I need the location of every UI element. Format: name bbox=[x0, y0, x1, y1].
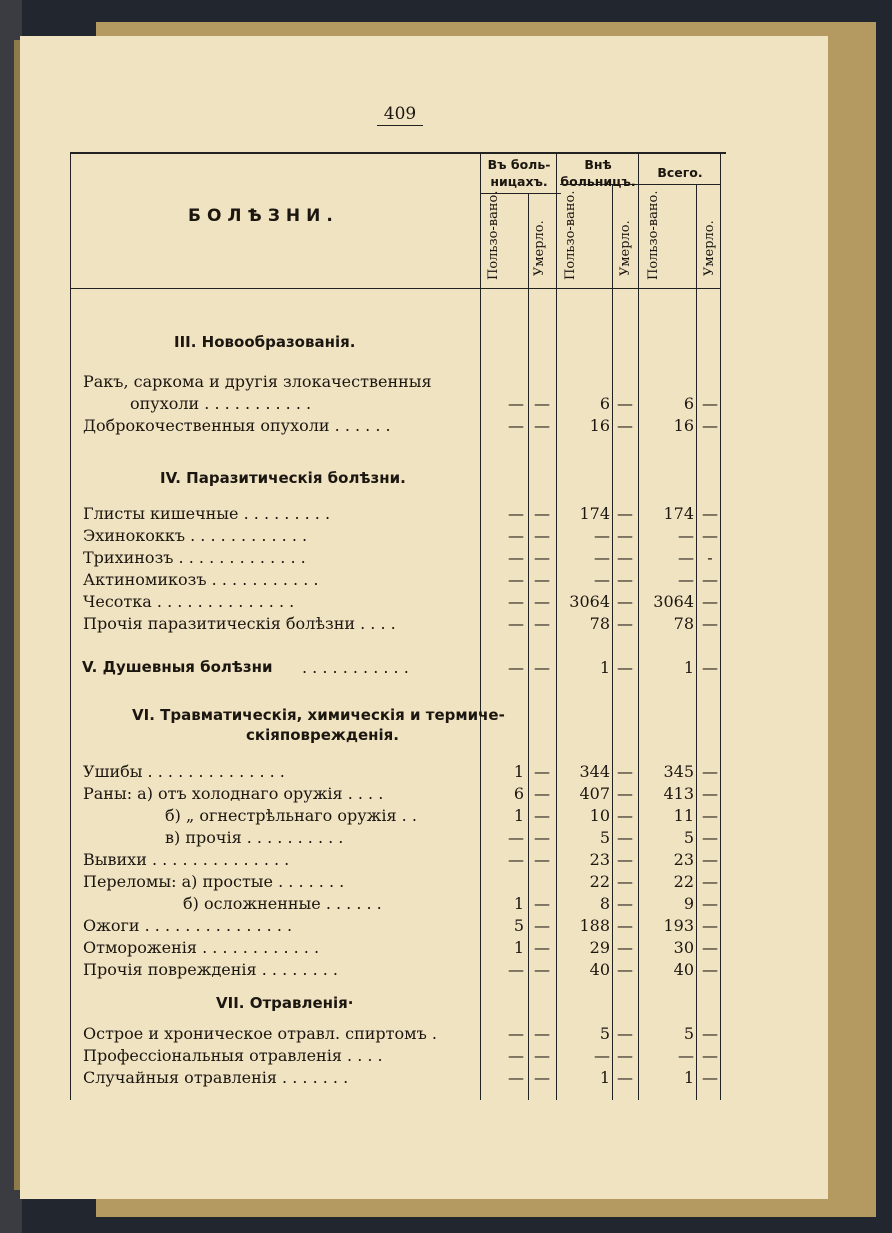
cell-o-used: 6 bbox=[599, 394, 610, 413]
section-poisoning: VII. Отравленія· bbox=[216, 994, 354, 1012]
cell-h-died: — bbox=[534, 938, 550, 957]
cell-o-died: — bbox=[617, 916, 633, 935]
cell-h-used: 6 bbox=[513, 784, 524, 803]
cell-h-used: — bbox=[508, 504, 524, 523]
section-trauma-line2: скіяповрежденія. bbox=[246, 726, 399, 744]
cell-h-died: — bbox=[534, 1046, 550, 1065]
row-label: Чесотка . . . . . . . . . . . . . . bbox=[83, 592, 295, 611]
cell-o-died: — bbox=[617, 894, 633, 913]
cell-o-died: — bbox=[617, 416, 633, 435]
book-page bbox=[20, 36, 828, 1199]
cell-o-died: — bbox=[617, 592, 633, 611]
cell-o-died: — bbox=[617, 614, 633, 633]
header-total: Всего. bbox=[657, 165, 703, 180]
row-label: Острое и хроническое отравл. спиртомъ . bbox=[83, 1024, 437, 1043]
cell-t-used: 6 bbox=[683, 394, 694, 413]
row-label: Глисты кишечные . . . . . . . . . bbox=[83, 504, 331, 523]
cell-t-used: — bbox=[678, 526, 694, 545]
cell-t-used: 1 bbox=[683, 658, 694, 677]
row-label: Отмороженія . . . . . . . . . . . . bbox=[83, 938, 320, 957]
header-outside: Внѣ больницъ. bbox=[560, 157, 636, 189]
col-rule-7 bbox=[720, 152, 721, 1100]
row-label: Прочія паразитическія болѣзни . . . . bbox=[83, 614, 396, 633]
row-label: Прочія поврежденія . . . . . . . . bbox=[83, 960, 339, 979]
cell-t-died: — bbox=[702, 394, 718, 413]
header-bottom-rule bbox=[70, 288, 720, 289]
cell-o-died: — bbox=[617, 872, 633, 891]
cell-t-died: — bbox=[702, 1046, 718, 1065]
cell-h-used: 1 bbox=[513, 894, 524, 913]
cell-o-died: — bbox=[617, 548, 633, 567]
cell-h-died: — bbox=[534, 1068, 550, 1087]
row-label: б) „ огнестрѣльнаго оружія . . bbox=[165, 806, 417, 825]
cell-t-used: 40 bbox=[673, 960, 694, 979]
cell-t-used: — bbox=[678, 570, 694, 589]
cell-t-used: 30 bbox=[673, 938, 694, 957]
row-label: Случайныя отравленія . . . . . . . bbox=[83, 1068, 349, 1087]
cell-t-died: — bbox=[702, 416, 718, 435]
cell-t-died: — bbox=[702, 1024, 718, 1043]
cell-t-died: — bbox=[702, 592, 718, 611]
cell-t-died: — bbox=[702, 526, 718, 545]
cell-o-used: 344 bbox=[579, 762, 610, 781]
section-parasitic: IV. Паразитическія болѣзни. bbox=[160, 469, 406, 487]
cell-t-died: — bbox=[702, 1068, 718, 1087]
row-label: Эхинококкъ . . . . . . . . . . . . bbox=[83, 526, 308, 545]
sub-used-hospital: Пользо-вано. bbox=[486, 190, 501, 280]
header-title: БОЛѢЗНИ. bbox=[188, 206, 339, 226]
cell-h-died: — bbox=[534, 828, 550, 847]
cell-t-died: — bbox=[702, 916, 718, 935]
section-neoplasms: III. Новообразованія. bbox=[174, 333, 356, 351]
cell-h-used: 1 bbox=[513, 806, 524, 825]
cell-o-died: — bbox=[617, 504, 633, 523]
cell-o-used: — bbox=[594, 1046, 610, 1065]
cell-t-used: — bbox=[678, 1046, 694, 1065]
cell-o-died: — bbox=[617, 658, 633, 677]
row-label: Профессіональныя отравленія . . . . bbox=[83, 1046, 383, 1065]
cell-o-died: — bbox=[617, 1068, 633, 1087]
cell-t-used: 413 bbox=[663, 784, 694, 803]
cell-o-died: — bbox=[617, 806, 633, 825]
cell-t-died: — bbox=[702, 894, 718, 913]
cell-t-died: — bbox=[702, 938, 718, 957]
cell-o-used: 8 bbox=[599, 894, 610, 913]
cell-o-used: 16 bbox=[589, 416, 610, 435]
col-rule-6 bbox=[696, 184, 697, 1100]
cell-o-used: 78 bbox=[589, 614, 610, 633]
section-mental: V. Душевныя болѣзни bbox=[82, 658, 273, 676]
cell-o-died: — bbox=[617, 960, 633, 979]
row-label: б) осложненные . . . . . . bbox=[183, 894, 382, 913]
cell-t-used: 11 bbox=[673, 806, 694, 825]
col-rule-4 bbox=[612, 184, 613, 1100]
cell-h-died: — bbox=[534, 658, 550, 677]
row-label: опухоли . . . . . . . . . . . bbox=[130, 394, 312, 413]
cell-t-used: 174 bbox=[663, 504, 694, 523]
cell-t-used: 5 bbox=[683, 1024, 694, 1043]
cell-t-used: 78 bbox=[673, 614, 694, 633]
cell-h-used: — bbox=[508, 592, 524, 611]
row-label: Актиномикозъ . . . . . . . . . . . bbox=[83, 570, 319, 589]
cell-h-used: — bbox=[508, 850, 524, 869]
cell-h-died: — bbox=[534, 504, 550, 523]
row-label: Переломы: а) простые . . . . . . . bbox=[83, 872, 345, 891]
section-mental-dots: . . . . . . . . . . . bbox=[302, 658, 409, 677]
cell-h-died: — bbox=[534, 526, 550, 545]
cell-t-died: — bbox=[702, 806, 718, 825]
cell-o-used: 23 bbox=[589, 850, 610, 869]
sub-died-hospital: Умерло. bbox=[532, 220, 547, 276]
cell-o-used: 22 bbox=[589, 872, 610, 891]
cell-o-used: 40 bbox=[589, 960, 610, 979]
cell-t-used: 193 bbox=[663, 916, 694, 935]
row-label: Вывихи . . . . . . . . . . . . . . bbox=[83, 850, 290, 869]
cell-t-used: 1 bbox=[683, 1068, 694, 1087]
cell-h-died: — bbox=[534, 762, 550, 781]
cell-h-used: — bbox=[508, 658, 524, 677]
page-number: 409 bbox=[377, 104, 423, 126]
cell-o-died: — bbox=[617, 1046, 633, 1065]
section-trauma-line1: VI. Травматическія, химическія и термиче- bbox=[132, 706, 505, 724]
cell-o-died: — bbox=[617, 762, 633, 781]
cell-t-died: — bbox=[702, 960, 718, 979]
cell-h-used: 5 bbox=[513, 916, 524, 935]
cell-o-used: 188 bbox=[579, 916, 610, 935]
cell-h-used: — bbox=[508, 1068, 524, 1087]
cell-o-used: 29 bbox=[589, 938, 610, 957]
cell-h-used: — bbox=[508, 828, 524, 847]
cell-o-used: — bbox=[594, 526, 610, 545]
cell-t-died: — bbox=[702, 828, 718, 847]
row-label: Доброкочественныя опухоли . . . . . . bbox=[83, 416, 391, 435]
cell-h-used: — bbox=[508, 394, 524, 413]
sub-died-outside: Умерло. bbox=[618, 220, 633, 276]
row-label: Трихинозъ . . . . . . . . . . . . . bbox=[83, 548, 306, 567]
cell-t-used: 16 bbox=[673, 416, 694, 435]
cell-h-used: — bbox=[508, 526, 524, 545]
cell-o-used: 1 bbox=[599, 658, 610, 677]
cell-o-used: 3064 bbox=[569, 592, 610, 611]
cell-t-died: — bbox=[702, 504, 718, 523]
cell-h-used: — bbox=[508, 1046, 524, 1065]
cell-o-used: — bbox=[594, 570, 610, 589]
cell-o-died: — bbox=[617, 394, 633, 413]
cell-h-used: — bbox=[508, 960, 524, 979]
cell-h-used: — bbox=[508, 416, 524, 435]
cell-h-died: — bbox=[534, 916, 550, 935]
cell-h-died: — bbox=[534, 416, 550, 435]
cell-o-used: 5 bbox=[599, 1024, 610, 1043]
row-label: Ожоги . . . . . . . . . . . . . . . bbox=[83, 916, 293, 935]
cell-h-used: 1 bbox=[513, 762, 524, 781]
cell-h-died: — bbox=[534, 894, 550, 913]
row-label: Ракъ, саркома и другія злокачественныя bbox=[83, 372, 432, 391]
cell-h-died: — bbox=[534, 592, 550, 611]
cell-t-died: — bbox=[702, 614, 718, 633]
cell-t-used: 345 bbox=[663, 762, 694, 781]
cell-h-used: — bbox=[508, 548, 524, 567]
cell-h-died: — bbox=[534, 570, 550, 589]
sub-used-outside: Пользо-вано. bbox=[563, 190, 578, 280]
cell-h-died: — bbox=[534, 850, 550, 869]
cell-t-died: — bbox=[702, 872, 718, 891]
cell-o-used: 174 bbox=[579, 504, 610, 523]
sub-died-total: Умерло. bbox=[702, 220, 717, 276]
cell-o-used: 10 bbox=[589, 806, 610, 825]
cell-h-died: — bbox=[534, 806, 550, 825]
table-left-rule bbox=[70, 152, 71, 1100]
cell-h-used: — bbox=[508, 1024, 524, 1043]
cell-o-died: — bbox=[617, 1024, 633, 1043]
cell-t-died: — bbox=[702, 850, 718, 869]
cell-o-used: — bbox=[594, 548, 610, 567]
row-label: Раны: а) отъ холоднаго оружія . . . . bbox=[83, 784, 384, 803]
cell-o-died: — bbox=[617, 570, 633, 589]
cell-h-died: — bbox=[534, 784, 550, 803]
cell-h-died: — bbox=[534, 960, 550, 979]
cell-o-died: — bbox=[617, 784, 633, 803]
cell-t-used: 23 bbox=[673, 850, 694, 869]
cell-h-died: — bbox=[534, 1024, 550, 1043]
cell-o-used: 1 bbox=[599, 1068, 610, 1087]
col-rule-2 bbox=[528, 193, 529, 1100]
cell-t-died: — bbox=[702, 658, 718, 677]
row-label: Ушибы . . . . . . . . . . . . . . bbox=[83, 762, 285, 781]
cell-t-died: — bbox=[702, 762, 718, 781]
cell-o-died: — bbox=[617, 850, 633, 869]
table-top-rule bbox=[70, 152, 726, 154]
cell-o-died: — bbox=[617, 828, 633, 847]
cell-t-used: 9 bbox=[683, 894, 694, 913]
cell-h-used: 1 bbox=[513, 938, 524, 957]
header-hospital: Въ боль-ницахъ. bbox=[487, 157, 551, 189]
cell-t-died: — bbox=[702, 784, 718, 803]
cell-t-used: 3064 bbox=[653, 592, 694, 611]
cell-o-used: 407 bbox=[579, 784, 610, 803]
cell-t-used: 22 bbox=[673, 872, 694, 891]
cell-o-died: — bbox=[617, 526, 633, 545]
row-label: в) прочія . . . . . . . . . . bbox=[165, 828, 344, 847]
cell-t-used: — bbox=[678, 548, 694, 567]
cell-h-used: — bbox=[508, 570, 524, 589]
cell-h-died: — bbox=[534, 548, 550, 567]
cell-t-died: - bbox=[707, 548, 713, 567]
cell-t-used: 5 bbox=[683, 828, 694, 847]
cell-t-died: — bbox=[702, 570, 718, 589]
cell-h-used: — bbox=[508, 614, 524, 633]
cell-h-died: — bbox=[534, 394, 550, 413]
cell-o-died: — bbox=[617, 938, 633, 957]
cell-h-died: — bbox=[534, 614, 550, 633]
cell-o-used: 5 bbox=[599, 828, 610, 847]
sub-used-total: Пользо-вано. bbox=[646, 190, 661, 280]
